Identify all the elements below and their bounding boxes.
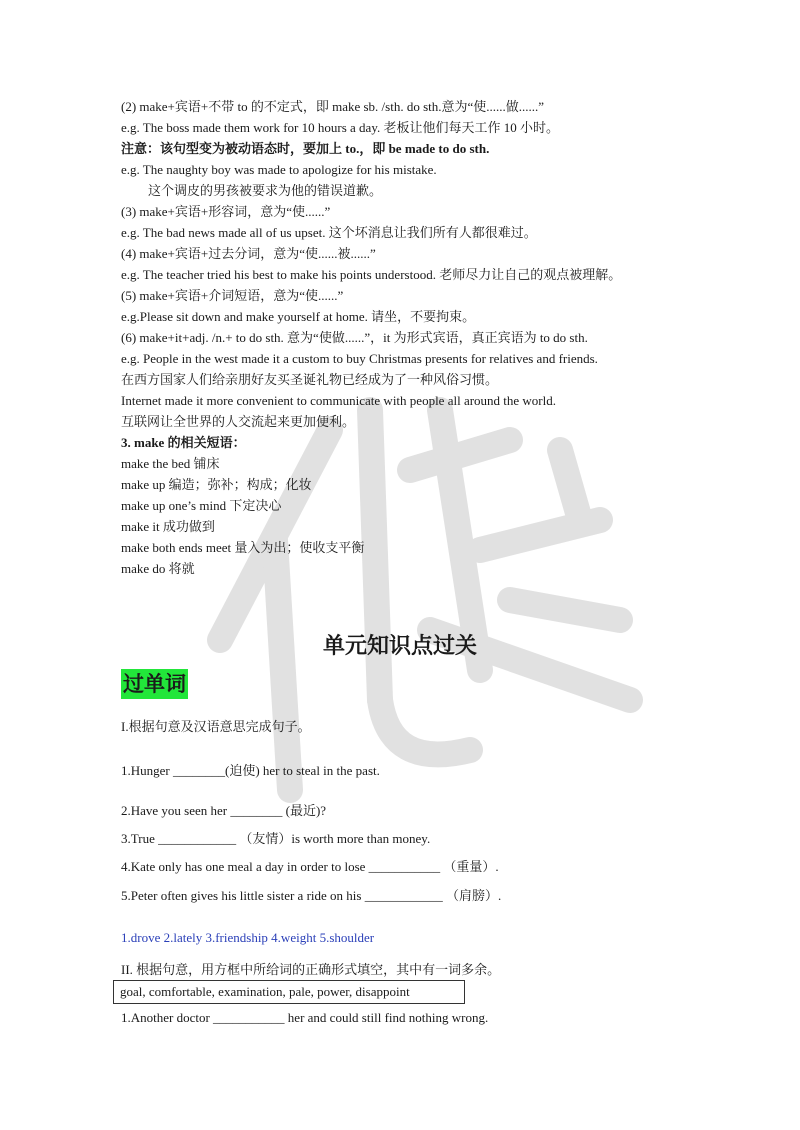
text-line: 互联网让全世界的人交流起来更加便利。 <box>121 414 356 429</box>
text-line: 这个调皮的男孩被要求为他的错误道歉。 <box>148 183 383 198</box>
exercise-instruction: II. 根据句意，用方框中所给词的正确形式填空，其中有一词多余。 <box>121 962 501 977</box>
exercise-item: 4.Kate only has one meal a day in order to lose ___________ （重量）. <box>121 859 499 874</box>
text-line: (5) make+宾语+介词短语，意为“使......” <box>121 288 344 303</box>
exercise-item: 1.Another doctor ___________ her and could still find nothing wrong. <box>121 1010 489 1025</box>
subheading: 3. make 的相关短语： <box>121 435 246 450</box>
phrase-item: make it 成功做到 <box>121 519 215 534</box>
exercise-item: 2.Have you seen her ________ (最近)? <box>121 803 327 818</box>
text-line: e.g. The naughty boy was made to apologize for his mistake. <box>121 162 437 177</box>
text-line: (3) make+宾语+形容词，意为“使......” <box>121 204 331 219</box>
text-line: e.g.Please sit down and make yourself at home. 请坐，不要拘束。 <box>121 309 476 324</box>
exercise-item: 5.Peter often gives his little sister a ride on his ____________ （肩膀）. <box>121 888 502 903</box>
phrase-item: make up one’s mind 下定决心 <box>121 498 282 513</box>
watermark-graphic <box>180 370 650 810</box>
text-line: e.g. The teacher tried his best to make his points understood. 老师尽力让自己的观点被理解。 <box>121 267 622 282</box>
text-line: e.g. The bad news made all of us upset. 这个坏消息让我们所有人都很难过。 <box>121 225 537 240</box>
text-line: 在西方国家人们给亲朋好友买圣诞礼物已经成为了一种风俗习惯。 <box>121 372 499 387</box>
phrase-item: make up 编造；弥补；构成；化妆 <box>121 477 312 492</box>
text-line: (2) make+宾语+不带 to 的不定式，即 make sb. /sth. do sth.意为“使......做......” <box>121 99 545 114</box>
text-line: (4) make+宾语+过去分词，意为“使......被......” <box>121 246 376 261</box>
section-heading: 过单词 <box>121 669 188 699</box>
text-line: e.g. The boss made them work for 10 hours a day. 老板让他们每天工作 10 小时。 <box>121 120 559 135</box>
exercise-item: 1.Hunger ________(迫使) her to steal in the past. <box>121 763 380 778</box>
exercise-instruction: I.根据句意及汉语意思完成句子。 <box>121 719 311 734</box>
answer-key: 1.drove 2.lately 3.friendship 4.weight 5.shoulder <box>121 930 375 945</box>
phrase-item: make the bed 铺床 <box>121 456 220 471</box>
text-line: Internet made it more convenient to communicate with people all around the world. <box>121 393 556 408</box>
text-line: e.g. People in the west made it a custom to buy Christmas presents for relatives and friends. <box>121 351 598 366</box>
page-title: 单元知识点过关 <box>322 634 477 659</box>
note-line: 注意：该句型变为被动语态时，要加上 to.，即 be made to do sth. <box>121 141 490 156</box>
phrase-item: make do 将就 <box>121 561 195 576</box>
word-box: goal, comfortable, examination, pale, power, disappoint <box>113 980 465 1004</box>
phrase-item: make both ends meet 量入为出；使收支平衡 <box>121 540 365 555</box>
exercise-item: 3.True ____________ （友情）is worth more than money. <box>121 831 431 846</box>
text-line: (6) make+it+adj. /n.+ to do sth. 意为“使做......”，it 为形式宾语，真正宾语为 to do sth. <box>121 330 588 345</box>
